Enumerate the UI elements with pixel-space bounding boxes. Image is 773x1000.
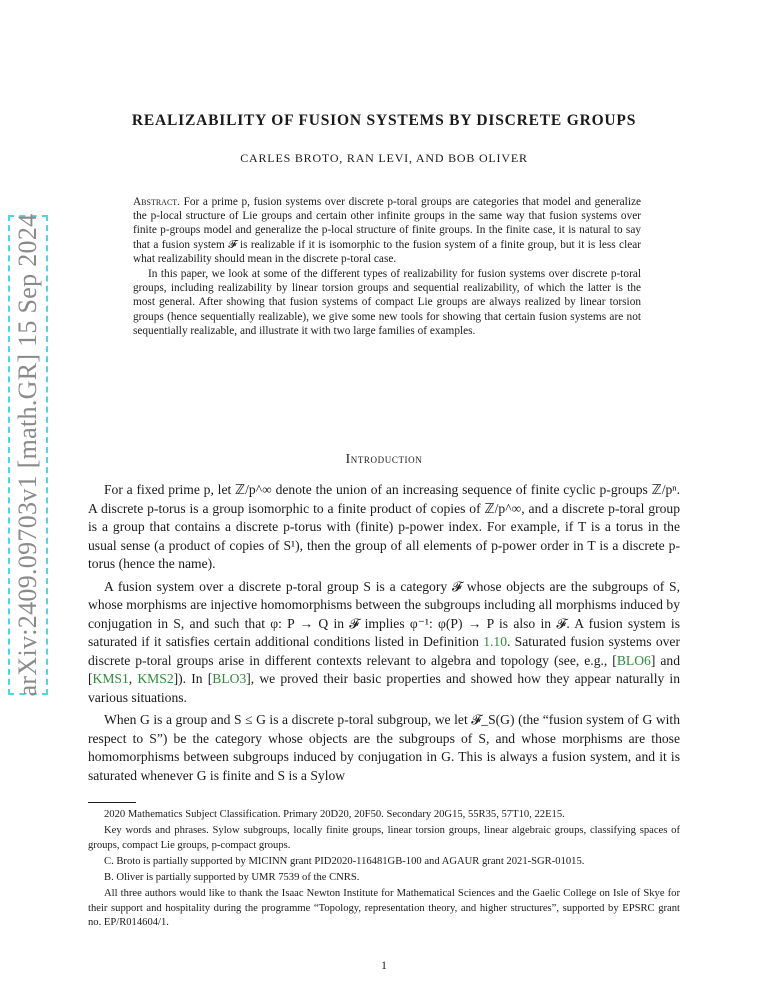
citation-link-kms1[interactable]: KMS1 xyxy=(92,671,129,686)
intro-paragraph-3: When G is a group and S ≤ G is a discrete p-toral subgroup, we let 𝓕_S(G) (the “fusion system of G with respect to S”) be the category whose objects are the subgroups of S, and whose morphisms are those homomorphisms between subgroups induced by conjugation in G. This is always a fusion system, and it is saturated whenever G is finite and S is a Sylow xyxy=(88,712,680,783)
arxiv-identifier[interactable]: arXiv:2409.09703v1 [math.GR] 15 Sep 2024 xyxy=(13,213,42,697)
intro-p2-text-a: A fusion system over a discrete p-toral group S is a category 𝓕 whose objects are the subgroups of S, whose morphisms are injective homomorphisms between the subgroups including all morphisms induced by conjugation in S, and such that φ: P → Q in 𝓕 implies φ⁻¹: φ(P) → P is also in 𝓕. A fusion system is saturated if it satisfies certain additional conditions listed in Definition xyxy=(88,578,680,649)
footnote-msc: 2020 Mathematics Subject Classification. Primary 20D20, 20F50. Secondary 20G15, 55R35, 57T10, 22E15. xyxy=(104,809,565,820)
intro-paragraph-1: For a fixed prime p, let ℤ/p^∞ denote the union of an increasing sequence of finite cyclic p-groups ℤ/pⁿ. A discrete p-torus is a group isomorphic to a finite product of copies of ℤ/p^∞, and a discrete p-toral group is a group that contains a discrete p-torus with (finite) p-power index. For example, if T is a torus in the usual sense (a product of copies of S¹), then the group of all elements of p-power order in T is a discrete p-torus (hence the name). xyxy=(88,482,680,571)
abstract xyxy=(133,195,641,338)
footnote-acknowledgements: All three authors would like to thank the Isaac Newton Institute for Mathematical Sciences and the Gaelic College on Isle of Skye for their support and hospitality during the programme “Topology, representation theory, and higher structures”, supported by EPSRC grant no. EP/R014604/1. xyxy=(88,888,680,929)
footnote-broto-funding: C. Broto is partially supported by MICINN grant PID2020-116481GB-100 and AGAUR grant 2021-SGR-01015. xyxy=(104,855,585,867)
abstract-paragraph-2: In this paper, we look at some of the different types of realizability for fusion systems over discrete p-toral groups, including realizability by linear torsion groups and sequential realizability, of which the latter is the most general. After showing that fusion systems of compact Lie groups are always realized by linear torsion groups (hence sequentially realizable), we give some new tools for showing that certain fusion systems are not sequentially realizable, and illustrate it with two large families of examples. xyxy=(133,268,641,337)
intro-paragraph-2 xyxy=(88,578,680,708)
arxiv-stamp[interactable] xyxy=(8,215,48,695)
abstract-text-1: For a prime p, fusion systems over discrete p-toral groups are categories that model and generalize the p-local structure of Lie groups and certain other infinite groups in the same way that fusion systems over finite p-groups model and generalize the p-local structure of finite groups. In the finite case, it is natural to say that a fusion system 𝓕 is realizable if it is isomorphic to the fusion system of a finite group, but it is less clear what realizability should mean in the discrete p-toral case. xyxy=(133,196,641,265)
paper-title: REALIZABILITY OF FUSION SYSTEMS BY DISCRETE GROUPS xyxy=(131,112,637,129)
intro-p2-text-d: , xyxy=(128,671,138,686)
citation-link-kms2[interactable]: KMS2 xyxy=(137,671,174,686)
introduction-body xyxy=(88,481,680,785)
footnote-divider xyxy=(88,802,136,803)
footnotes xyxy=(88,808,680,932)
abstract-label: Abstract. xyxy=(133,196,180,208)
footnote-keywords: Key words and phrases. Sylow subgroups, locally finite groups, linear torsion groups, linear algebraic groups, classifying spaces of groups, compact Lie groups, p-compact groups. xyxy=(88,825,680,851)
paper-authors: CARLES BROTO, RAN LEVI, AND BOB OLIVER xyxy=(240,151,528,165)
definition-link[interactable]: 1.10 xyxy=(483,634,508,649)
footnote-oliver-funding: B. Oliver is partially supported by UMR 7539 of the CNRS. xyxy=(104,872,360,884)
intro-p2-text-e: ]). In [ xyxy=(173,671,213,686)
page-number: 1 xyxy=(381,960,387,972)
abstract-paragraph-1 xyxy=(133,195,641,266)
citation-link-blo3[interactable]: BLO3 xyxy=(212,671,247,686)
intro-p2-text-c: ] and [ xyxy=(88,652,680,686)
intro-p2-text-b: . Saturated fusion systems over discrete p-toral groups arise in different contexts relevant to algebra and topology (see, e.g., [ xyxy=(88,634,680,668)
intro-p2-text-f: ], we proved their basic properties and showed how they appear naturally in various situations. xyxy=(88,671,680,705)
citation-link-blo6[interactable]: BLO6 xyxy=(616,652,651,668)
section-heading-introduction: Introduction xyxy=(345,451,423,466)
